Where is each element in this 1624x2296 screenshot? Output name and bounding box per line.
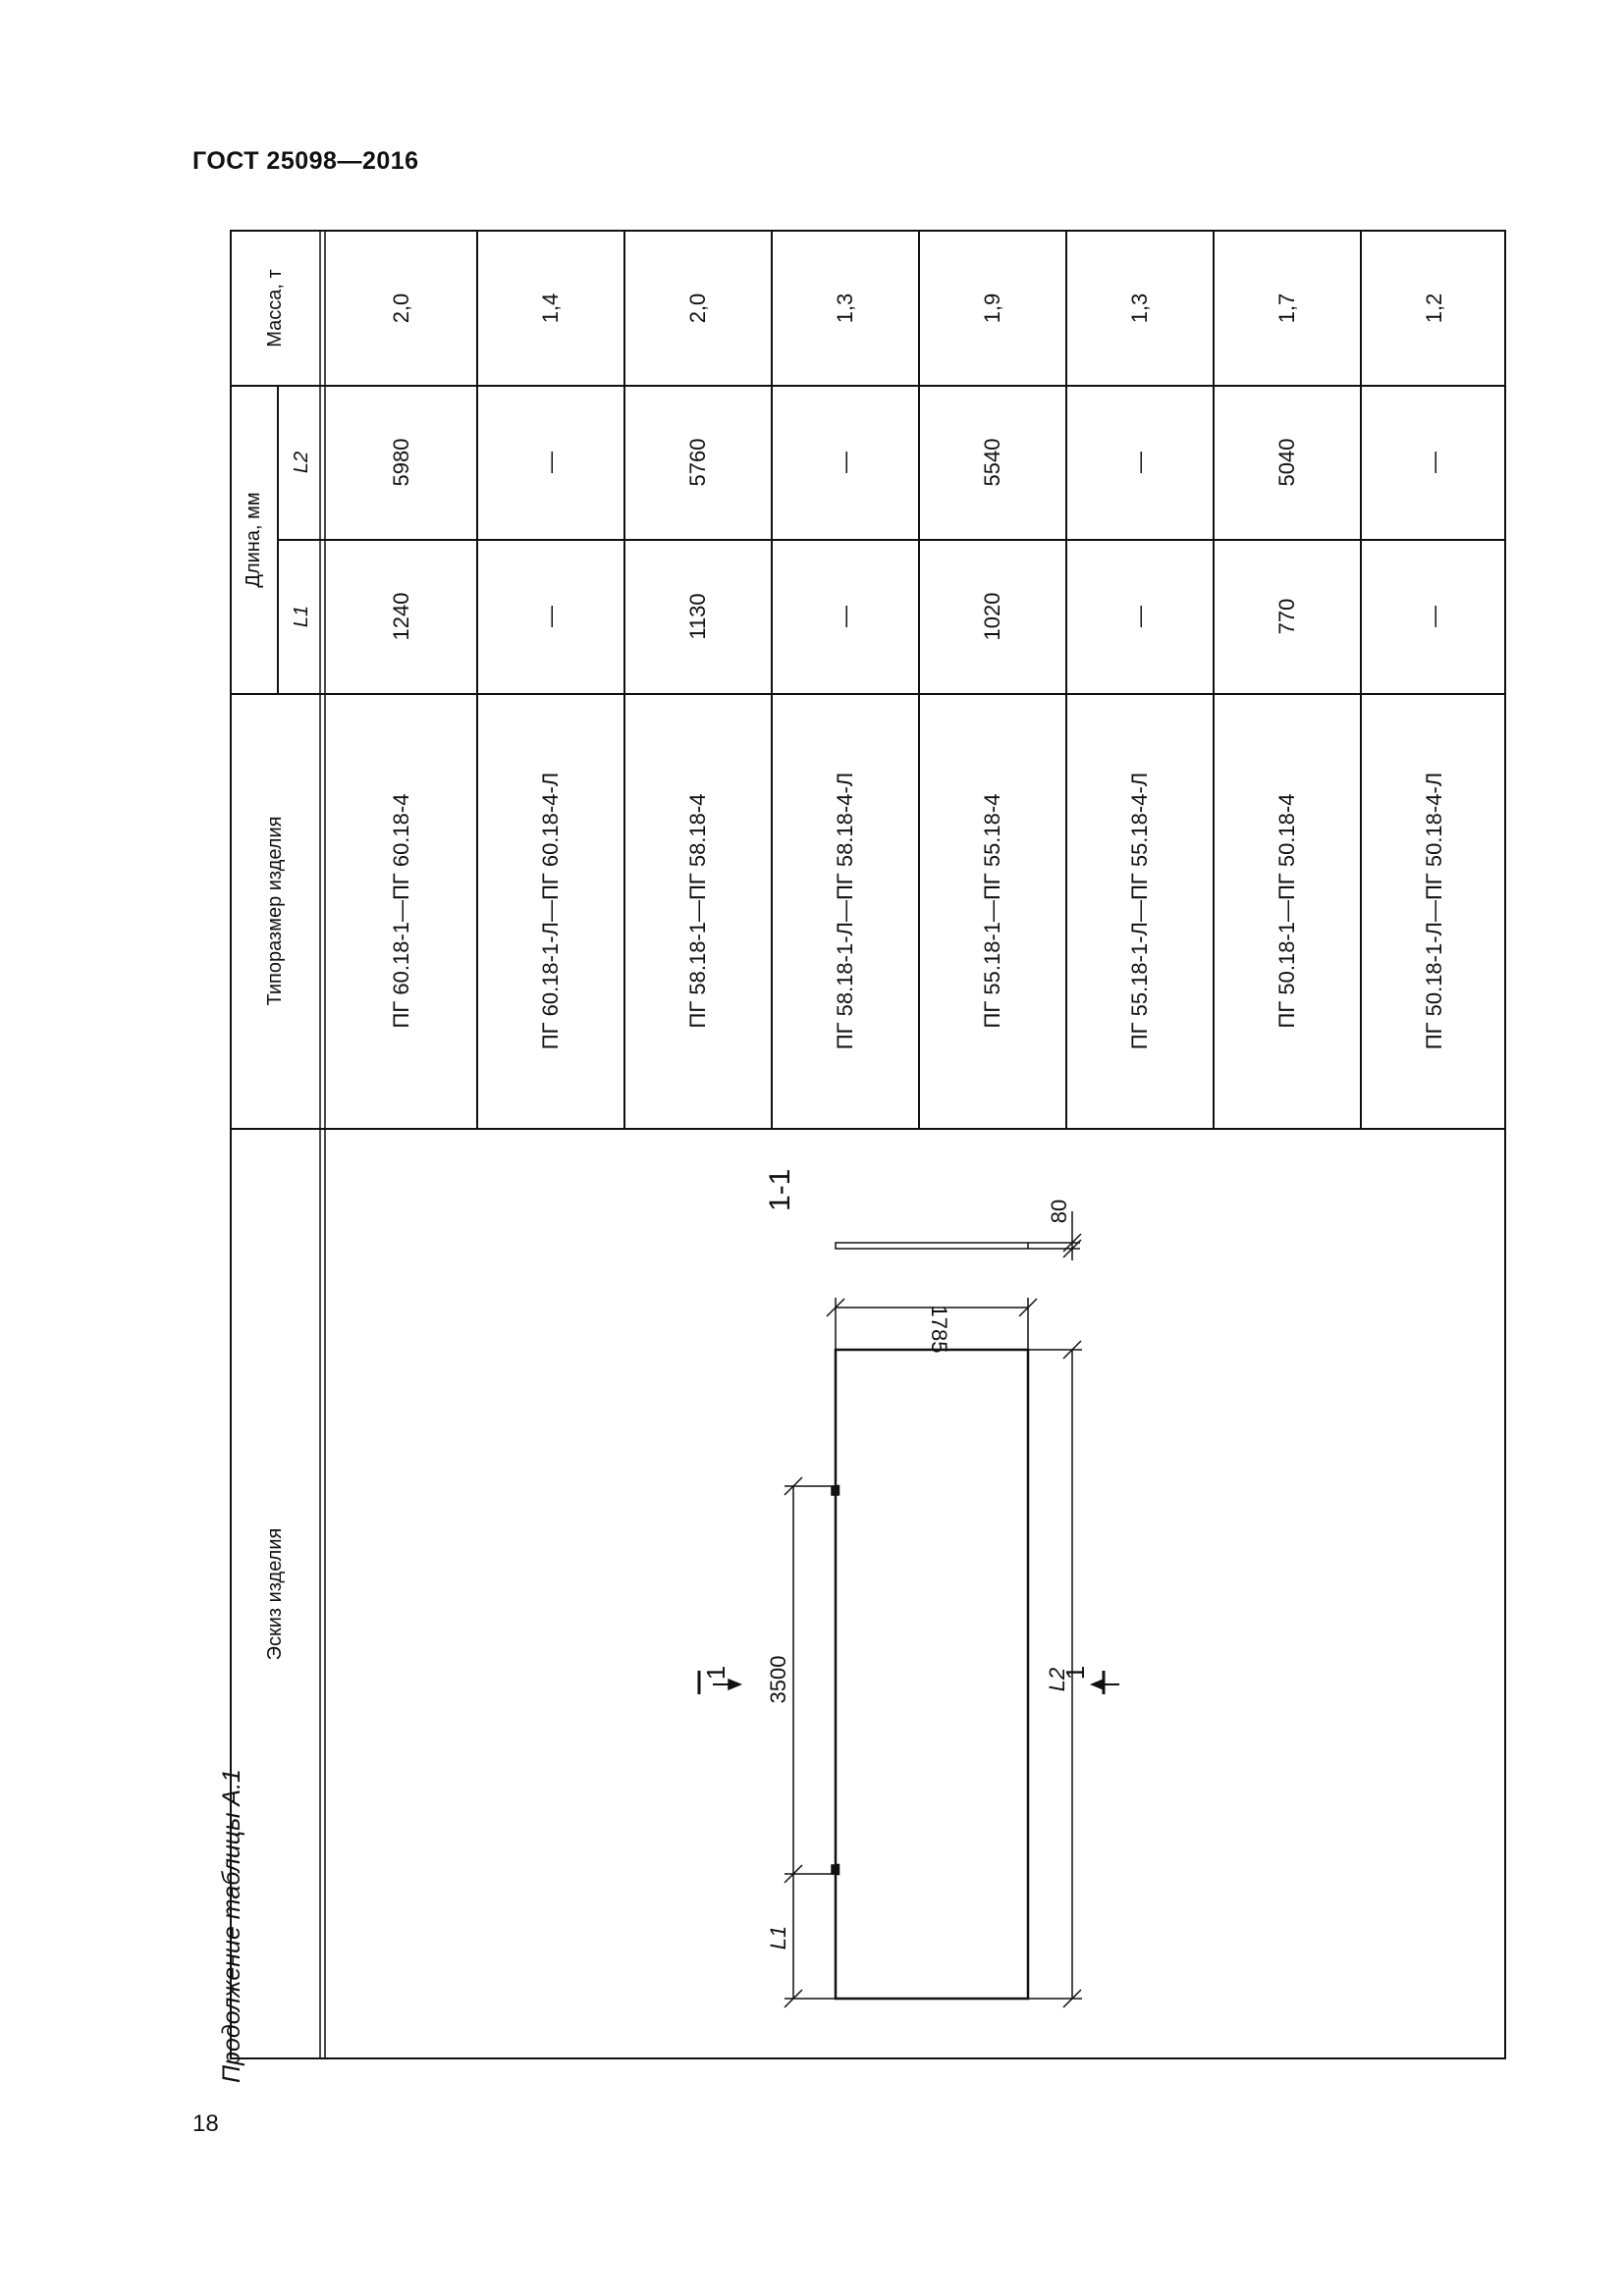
section-label: 1-1	[764, 1168, 796, 1211]
row-2-l1: —	[538, 606, 563, 627]
row-5-mass: 1,9	[980, 293, 1004, 324]
row-1-mass: 2,0	[389, 293, 413, 324]
row-6-mass: 1,3	[1127, 293, 1152, 324]
row-1-type: ПГ 60.18-1—ПГ 60.18-4	[389, 793, 413, 1029]
dim-l1: L1	[766, 1925, 790, 1950]
row-3-type: ПГ 58.18-1—ПГ 58.18-4	[685, 793, 710, 1029]
row-8-l1: —	[1422, 606, 1446, 627]
dim-thickness: 80	[1047, 1199, 1071, 1224]
row-2-type: ПГ 60.18-1-Л—ПГ 60.18-4-Л	[538, 772, 563, 1050]
row-1-l1: 1240	[389, 592, 413, 641]
product-table	[230, 230, 1506, 2059]
header-length: Длина, мм	[243, 492, 264, 588]
row-8-type: ПГ 50.18-1-Л—ПГ 50.18-4-Л	[1422, 772, 1446, 1050]
row-2-mass: 1,4	[538, 293, 563, 324]
row-5-type: ПГ 55.18-1—ПГ 55.18-4	[980, 793, 1004, 1029]
document-header: ГОСТ 25098—2016	[192, 147, 419, 175]
row-7-mass: 1,7	[1274, 293, 1299, 324]
cut-mark-top: 1	[701, 1665, 731, 1681]
row-4-l2: —	[833, 452, 857, 473]
header-l2: L2	[291, 451, 312, 474]
row-5-l1: 1020	[980, 592, 1004, 641]
row-7-type: ПГ 50.18-1—ПГ 50.18-4	[1274, 793, 1299, 1029]
dim-spacing: 3500	[766, 1655, 790, 1704]
header-mass: Масса, т	[264, 269, 286, 347]
page-number: 18	[192, 2110, 219, 2137]
row-6-l2: —	[1127, 452, 1152, 473]
cut-mark-bottom: 1	[1060, 1665, 1090, 1681]
row-4-l1: —	[833, 606, 857, 627]
row-8-mass: 1,2	[1422, 293, 1446, 324]
table-grid	[230, 230, 1506, 2059]
row-3-l1: 1130	[685, 593, 710, 640]
header-type: Типоразмер изделия	[264, 816, 286, 1006]
header-sketch: Эскиз изделия	[264, 1527, 286, 1661]
row-7-l1: 770	[1274, 598, 1299, 635]
table-caption: Продолжение таблицы А.1	[218, 1769, 245, 2083]
dim-l2: L2	[1045, 1667, 1069, 1692]
row-1-l2: 5980	[389, 438, 413, 487]
dim-width: 1785	[927, 1305, 951, 1354]
header-l1: L1	[291, 605, 312, 628]
row-6-l1: —	[1127, 606, 1152, 627]
row-3-mass: 2,0	[685, 293, 710, 324]
row-4-type: ПГ 58.18-1-Л—ПГ 58.18-4-Л	[833, 772, 857, 1050]
row-5-l2: 5540	[980, 438, 1004, 487]
product-sketch	[699, 1211, 1119, 2007]
row-7-l2: 5040	[1274, 438, 1299, 487]
row-2-l2: —	[538, 452, 563, 473]
row-8-l2: —	[1422, 452, 1446, 473]
row-3-l2: 5760	[685, 438, 710, 487]
row-6-type: ПГ 55.18-1-Л—ПГ 55.18-4-Л	[1127, 772, 1152, 1050]
row-4-mass: 1,3	[833, 293, 857, 324]
